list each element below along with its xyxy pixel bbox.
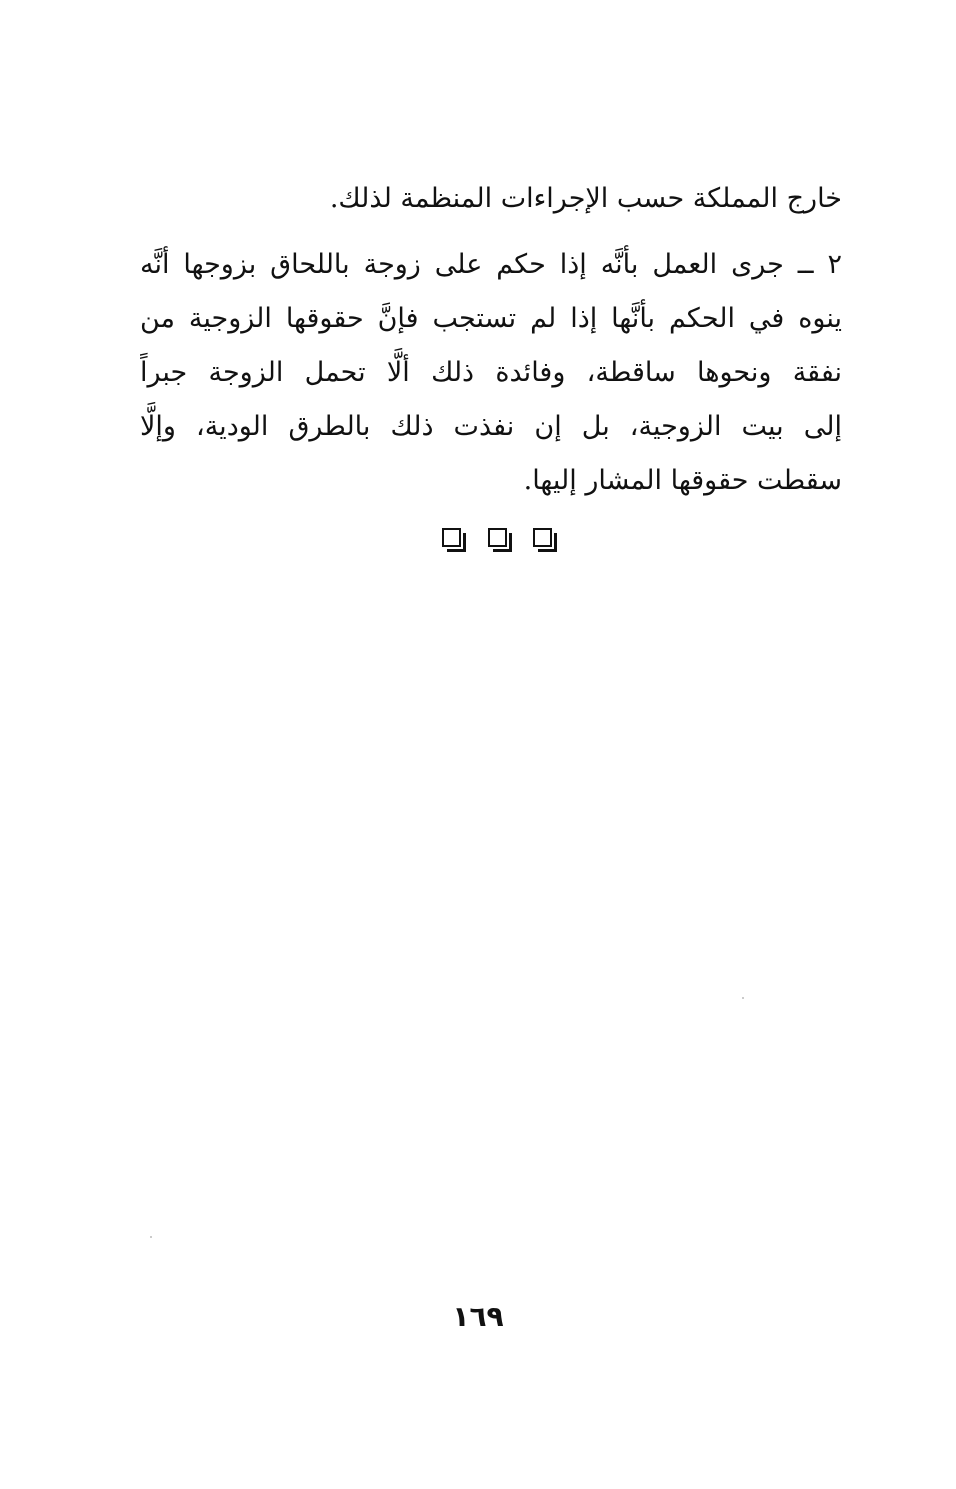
- page-number: ١٦٩: [452, 1300, 504, 1333]
- paragraph-gap: [140, 226, 842, 238]
- speck: [742, 997, 744, 999]
- text-line: خارج المملكة حسب الإجراءات المنظمة لذلك.: [329, 183, 842, 214]
- text-line: ٢ ــ جرى العمل بأنَّه إذا حكم على زوجة باللحاق بزوجها أنَّه: [140, 249, 842, 280]
- square-icon: [533, 528, 552, 547]
- square-icon: [488, 528, 507, 547]
- text-line: ينوه في الحكم بأنَّها إذا لم تستجب فإنَّ حقوقها الزوجية من: [140, 303, 842, 334]
- body-text: [140, 172, 842, 508]
- text-line: إلى بيت الزوجية، بل إن نفذت ذلك بالطرق الودية، وإلَّا: [140, 411, 842, 442]
- text-line: نفقة ونحوها ساقطة، وفائدة ذلك ألَّا تحمل الزوجة جبراً: [140, 357, 842, 388]
- square-icon: [442, 528, 461, 547]
- speck: [150, 1236, 152, 1238]
- text-line: سقطت حقوقها المشار إليها.: [523, 465, 842, 496]
- section-end-ornament: [442, 528, 552, 554]
